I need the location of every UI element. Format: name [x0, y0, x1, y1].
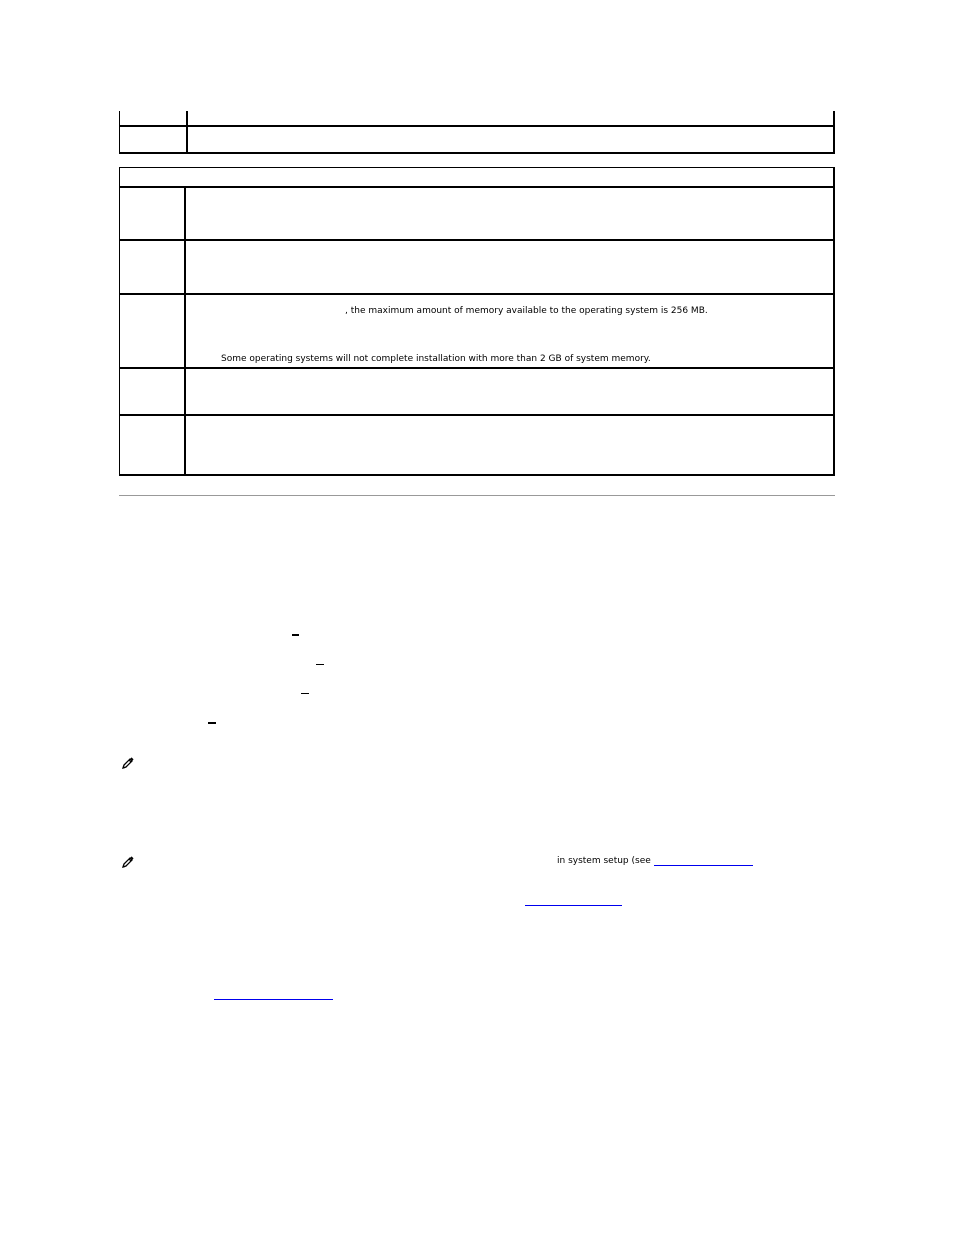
- body-link-2[interactable]: [214, 999, 333, 1000]
- section-divider: [119, 495, 835, 496]
- table-memory-row-divider-3: [119, 367, 835, 369]
- table-memory-row-divider-4: [119, 414, 835, 416]
- table-memory-left-border: [119, 167, 120, 476]
- note-pencil-icon: [121, 855, 135, 869]
- note-2-link[interactable]: [654, 865, 753, 866]
- table-memory-row3-text-1: , the maximum amount of memory available to the operating system is 256 MB.: [345, 306, 708, 316]
- table-memory-header-divider: [119, 186, 835, 188]
- table-memory-bottom-border: [119, 474, 835, 476]
- table-top-right-border: [833, 111, 835, 153]
- body-link-1[interactable]: [525, 905, 622, 906]
- table-top-bottom-border: [119, 152, 835, 154]
- table-memory-row-divider-2: [119, 293, 835, 295]
- list-dash-2: [316, 664, 324, 665]
- note-pencil-icon: [121, 756, 135, 770]
- table-memory-row-divider-1: [119, 239, 835, 241]
- list-dash-3: [301, 693, 309, 694]
- table-memory-row3-text-2: Some operating systems will not complete installation with more than 2 GB of system memory.: [221, 354, 651, 364]
- table-memory-col-divider: [184, 186, 186, 476]
- table-top-left-border: [119, 111, 120, 153]
- list-dash-1: [292, 634, 299, 636]
- table-top-col-divider: [186, 111, 188, 153]
- table-memory-top-border: [119, 167, 835, 168]
- note-2-text: in system setup (see: [557, 856, 651, 866]
- table-top-row-divider: [119, 125, 835, 127]
- list-dash-4: [208, 722, 216, 724]
- table-memory-right-border: [833, 167, 835, 476]
